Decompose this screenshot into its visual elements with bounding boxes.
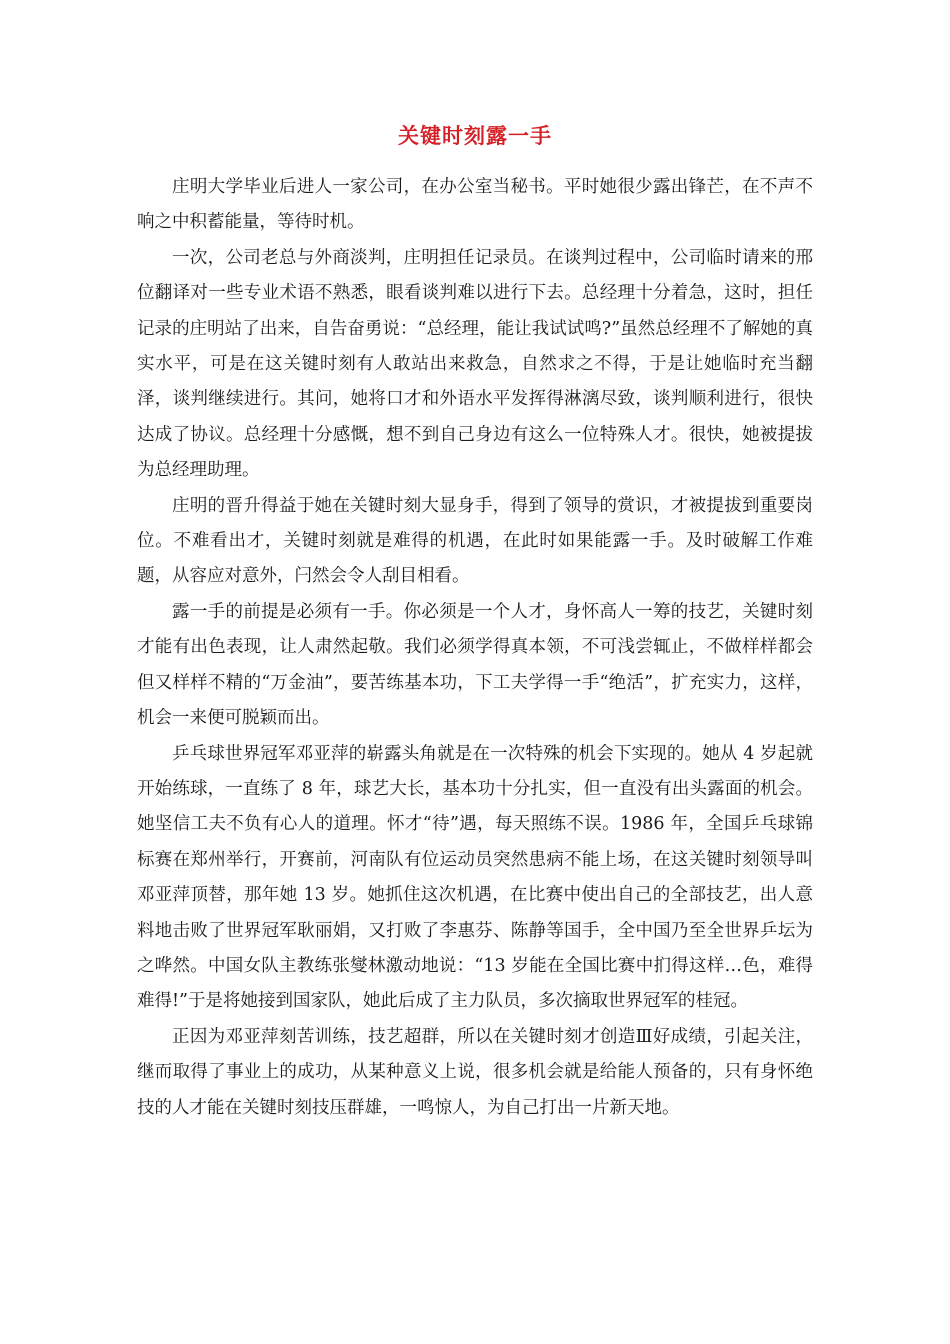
paragraph-1: 庄明大学毕业后进人一家公司，在办公室当秘书。平时她很少露出锋芒，在不声不响之中积蓄能量，等待时机。 bbox=[137, 177, 813, 233]
article-body bbox=[137, 170, 813, 1126]
page-title: 关键时刻露一手 bbox=[398, 123, 552, 148]
paragraph-6: 正因为邓亚萍刻苦训练，技艺超群，所以在关键时刻才创造Ⅲ好成绩，引起关注，继而取得了事业上的成功，从某种意义上说，很多机会就是给能人预备的，只有身怀绝技的人才能在关键时刻技压群雄，一鸣惊人，为自己打出一片新天地。 bbox=[137, 1026, 813, 1118]
paragraph-4: 露一手的前提是必须有一手。你必须是一个人才，身怀高人一筹的技艺，关键时刻才能有出色表现，让人肃然起敬。我们必须学得真本领，不可浅尝辄止，不做样样都会但又样样不精的“万金油”，要苦练基本功，下工夫学得一手“绝活”，扩充实力，这样，机会一来便可脱颖而出。 bbox=[137, 601, 813, 729]
paragraph-3: 庄明的晋升得益于她在关键时刻大显身手，得到了领导的赏识，才被提拔到重要岗位。不难看出才，关键时刻就是难得的机遇，在此时如果能露一手。及时破解工作难题，从容应对意外，闩然会令人刮目相看。 bbox=[137, 495, 813, 587]
paragraph-2: 一次，公司老总与外商淡判，庄明担任记录员。在谈判过程中，公司临时请来的邢位翻译对一些专业术语不熟悉，眼看谈判难以进行下去。总经理十分着急，这时，担任记录的庄明站了出来，自告奋勇说：“总经理，能让我试试鸣?”虽然总经理不了解她的真实水平，可是在这关键时刻有人敢站出来救急，自然求之不得，于是让她临时充当翻泽，谈判继续进行。其问，她将口才和外语水平发挥得淋漓尽致，谈判顺利进行，很快达成了协议。总经理十分感慨，想不到自己身边有这么一位特殊人才。很快，她被提拔为总经理助理。 bbox=[137, 247, 813, 481]
paragraph-5: 乒乓球世界冠军邓亚萍的崭露头角就是在一次特殊的机会下实现的。她从 4 岁起就开始练球，一直练了 8 年，球艺大长，基本功十分扎实，但一直没有出头露面的机会。她坚信工夫不负有心人的道理。怀才“待”遇，每天照练不误。1986 年，全国乒乓球锦标赛在郑州举行，开赛前，河南队有位运动员突然患病不能上场，在这关键时刻领导叫邓亚萍顶替，那年她 13 岁。她抓住这次机遇，在比赛中使出自己的全部技艺，出人意料地击败了世界冠军耿丽娟，又打败了李惠芬、陈静等国手，全中国乃至全世界乒坛为之哗然。中国女队主教练张燮林激动地说：“13 岁能在全国比赛中扪得这样…色，难得难得!”于是将她接到国家队，她此后成了主力队员，多次摘取世界冠军的桂冠。 bbox=[137, 743, 813, 1012]
